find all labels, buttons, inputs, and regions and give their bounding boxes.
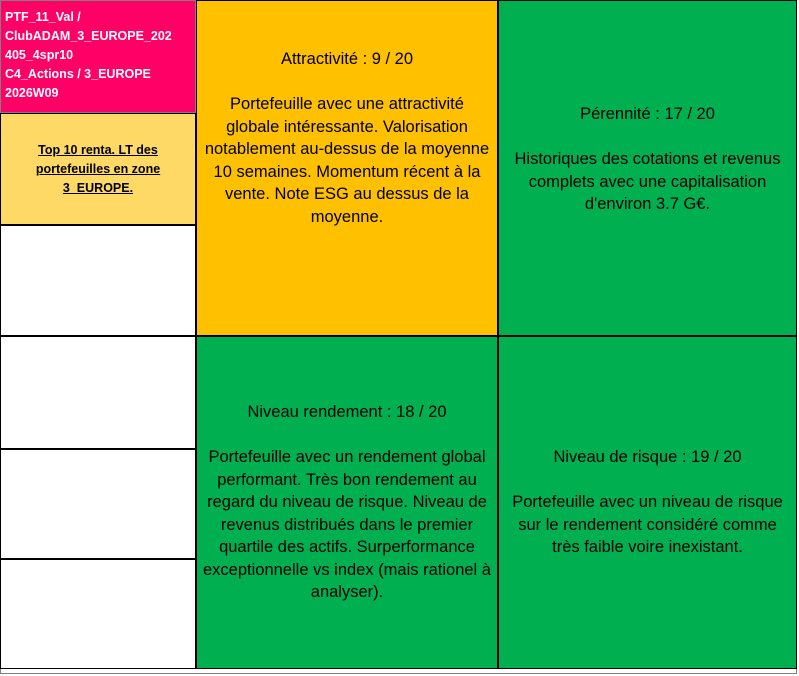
empty-cell [0,225,196,336]
portfolio-subtitle-cell [0,113,196,225]
attractivite-cell [196,0,498,336]
portfolio-title-line: C4_Actions / 3_EUROPE [5,67,151,81]
risque-body: Portefeuille avec un niveau de risque sur le rendement considéré comme très faible voire inexistant. [512,493,783,557]
portfolio-title-line: PTF_11_Val / [5,10,81,24]
empty-cell [0,336,196,449]
rendement-cell [196,336,498,669]
risque-heading: Niveau de risque : 19 / 20 [553,448,742,467]
attractivite-heading: Attractivité : 9 / 20 [280,50,414,68]
rendement-body: Portefeuille avec un rendement global performant. Très bon rendement au regard du niveau de risque. Niveau de revenus distribués dans le premier quartile des actifs. Surperformance exceptionnelle vs index (mais rationel à analyser). [203,448,491,602]
perennite-cell [498,0,797,336]
perennite-body: Historiques des cotations et revenus complets avec une capitalisation d'environ 3.7 G€. [514,150,781,213]
rendement-heading: Niveau rendement : 18 / 20 [247,403,447,422]
empty-cell [0,449,196,559]
portfolio-title-line: 405_4spr10 [5,48,74,62]
attractivite-body: Portefeuille avec une attractivité globale intéressante. Valorisation notablement au-dessus de la moyenne 10 semaines. Momentum récent à la vente. Note ESG au dessus de la moyenne. [204,95,490,226]
risque-cell [498,336,797,669]
portfolio-title-line: 2026W09 [5,86,59,100]
portfolio-title-cell [0,0,196,113]
perennite-heading: Pérennité : 17 / 20 [580,105,715,123]
empty-cell [0,559,196,669]
portfolio-subtitle: Top 10 renta. LT des portefeuilles en zone 3_EUROPE. [35,142,161,195]
portfolio-title-line: ClubADAM_3_EUROPE_202 [5,29,172,43]
